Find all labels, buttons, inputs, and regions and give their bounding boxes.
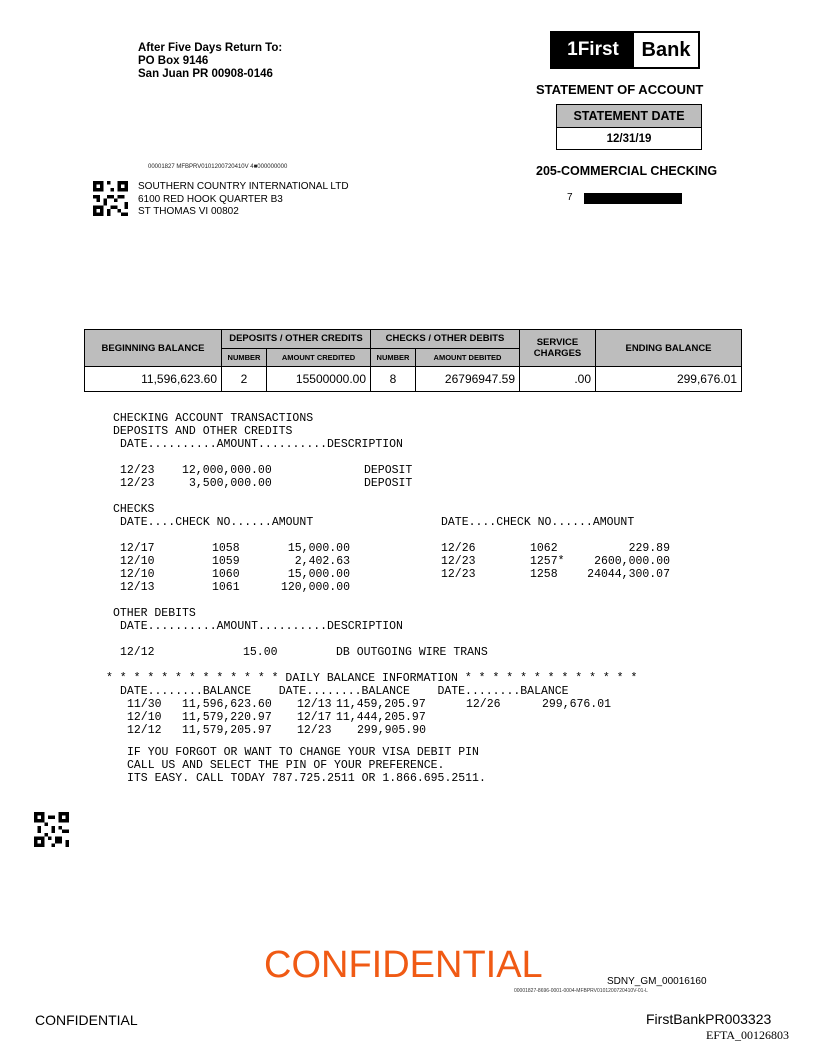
checks-header: CHECKS / OTHER DEBITS [371, 330, 520, 349]
check-right-1-date: 12/26 [441, 542, 476, 555]
tracking-line: 00001827 MFBPRV0101200720410V 4■000000000 [148, 164, 288, 170]
deposit-row-2-description: DEPOSIT [364, 477, 413, 490]
check-left-1-date: 12/17 [120, 542, 155, 555]
check-left-4-number: 1061 [212, 581, 240, 594]
amount-credited-value: 15500000.00 [267, 367, 371, 392]
amount-debited-value: 26796947.59 [416, 367, 520, 392]
check-left-1-number: 1058 [212, 542, 240, 555]
amount-debited-header: AMOUNT DEBITED [416, 348, 520, 367]
checks-header-right: DATE....CHECK NO......AMOUNT [441, 516, 635, 529]
amount-credited-header: AMOUNT CREDITED [267, 348, 371, 367]
daily-balance-header: DATE........BALANCE DATE........BALANCE DATE........BALANCE [120, 685, 569, 698]
deposit-row-2-date: 12/23 [120, 477, 155, 490]
checks-title: CHECKS [113, 503, 155, 516]
notice-line2: CALL US AND SELECT THE PIN OF YOUR PREFERENCE. [127, 759, 445, 772]
addressee-name: SOUTHERN COUNTRY INTERNATIONAL LTD [138, 181, 349, 192]
qr-code-icon [34, 812, 69, 847]
deposits-number-header: NUMBER [222, 348, 267, 367]
daily-balance-r3-c2-date: 12/23 [297, 724, 332, 737]
check-left-4-amount: 120,000.00 [280, 581, 350, 594]
checks-number-header: NUMBER [371, 348, 416, 367]
addressee [138, 181, 349, 219]
other-debits-title: OTHER DEBITS [113, 607, 196, 620]
check-left-2-date: 12/10 [120, 555, 155, 568]
return-address-line3: San Juan PR 00908-0146 [138, 68, 273, 80]
check-left-4-date: 12/13 [120, 581, 155, 594]
bates-number: SDNY_GM_00016160 [607, 976, 707, 987]
return-address-line1: After Five Days Return To: [138, 42, 283, 54]
tiny-trace-line: 00001827-8696-0001-0004-MFBPRV0101200720410V-01-L [514, 988, 648, 994]
deposits-title: DEPOSITS AND OTHER CREDITS [113, 425, 293, 438]
other-debit-1-amount: 15.00 [243, 646, 278, 659]
confidential-stamp: CONFIDENTIAL [264, 944, 543, 986]
deposit-row-2-amount: 3,500,000.00 [189, 477, 272, 490]
logo-first: 1First [552, 33, 634, 67]
other-debit-1-date: 12/12 [120, 646, 155, 659]
bank-logo [550, 31, 700, 69]
check-right-3-number: 1258 [530, 568, 558, 581]
return-address-line2: PO Box 9146 [138, 55, 209, 67]
check-left-3-amount: 15,000.00 [287, 568, 350, 581]
check-right-2-amount: 2600,000.00 [594, 555, 670, 568]
service-charges-value: .00 [520, 367, 596, 392]
addressee-street: 6100 RED HOOK QUARTER B3 [138, 193, 283, 205]
daily-balance-r3-c1-date: 12/12 [127, 724, 162, 737]
check-left-1-amount: 15,000.00 [287, 542, 350, 555]
deposits-header: DEPOSITS / OTHER CREDITS [222, 330, 371, 349]
deposit-row-1-date: 12/23 [120, 464, 155, 477]
redaction-bar [584, 193, 682, 204]
daily-balance-r2-c2-date: 12/17 [297, 711, 332, 724]
statement-date-box [556, 104, 702, 150]
addressee-city: ST THOMAS VI 00802 [138, 206, 239, 217]
account-summary-table [84, 329, 742, 392]
daily-balance-r2-c2-bal: 11,444,205.97 [336, 711, 426, 724]
return-address [138, 42, 282, 81]
notice-line3: ITS EASY. CALL TODAY 787.725.2511 OR 1.866.695.2511. [127, 772, 486, 785]
daily-balance-r3-c1-bal: 11,579,205.97 [182, 724, 272, 737]
other-debit-1-description: DB OUTGOING WIRE TRANS [336, 646, 488, 659]
confidential-label: CONFIDENTIAL [35, 1012, 138, 1028]
statement-date-label: STATEMENT DATE [557, 105, 701, 128]
check-right-2-number: 1257* [530, 555, 565, 568]
notice-line1: IF YOU FORGOT OR WANT TO CHANGE YOUR VISA DEBIT PIN [127, 746, 479, 759]
daily-balance-r1-c3-date: 12/26 [466, 698, 501, 711]
deposit-row-1-description: DEPOSIT [364, 464, 413, 477]
other-debits-header: DATE..........AMOUNT..........DESCRIPTION [120, 620, 403, 633]
deposit-row-1-amount: 12,000,000.00 [182, 464, 272, 477]
daily-balance-r3-c2-bal: 299,905.90 [357, 724, 427, 737]
beginning-balance-value: 11,596,623.60 [85, 367, 222, 392]
daily-balance-r1-c2-bal: 11,459,205.97 [336, 698, 426, 711]
logo-bank: Bank [641, 38, 691, 61]
check-right-3-date: 12/23 [441, 568, 476, 581]
production-number: FirstBankPR003323 [646, 1011, 772, 1027]
check-left-3-date: 12/10 [120, 568, 155, 581]
ending-balance-header: ENDING BALANCE [596, 330, 742, 367]
checks-number-value: 8 [371, 367, 416, 392]
service-charges-header: SERVICE CHARGES [520, 330, 596, 367]
daily-balance-r1-c2-date: 12/13 [297, 698, 332, 711]
checks-header-left: DATE....CHECK NO......AMOUNT [120, 516, 314, 529]
daily-balance-r1-c3-bal: 299,676.01 [542, 698, 612, 711]
daily-balance-r2-c1-date: 12/10 [127, 711, 162, 724]
check-left-3-number: 1060 [212, 568, 240, 581]
statement-date-value: 12/31/19 [606, 133, 652, 145]
deposits-header: DATE..........AMOUNT..........DESCRIPTION [120, 438, 403, 451]
account-number: 7 [567, 192, 573, 203]
account-type: 205-COMMERCIAL CHECKING [536, 164, 718, 178]
daily-balance-r1-c1-bal: 11,596,623.60 [182, 698, 272, 711]
check-right-1-amount: 229.89 [628, 542, 670, 555]
deposits-number-value: 2 [222, 367, 267, 392]
check-left-2-amount: 2,402.63 [294, 555, 350, 568]
daily-balance-title: * * * * * * * * * * * * * DAILY BALANCE INFORMATION * * * * * * * * * * * * * [106, 672, 638, 685]
ending-balance-value: 299,676.01 [596, 367, 742, 392]
daily-balance-r1-c1-date: 11/30 [127, 698, 162, 711]
check-right-3-amount: 24044,300.07 [587, 568, 670, 581]
statement-title: STATEMENT OF ACCOUNT [536, 82, 704, 97]
check-right-2-date: 12/23 [441, 555, 476, 568]
efta-number: EFTA_00126803 [706, 1028, 790, 1042]
check-right-1-number: 1062 [530, 542, 558, 555]
transactions-title: CHECKING ACCOUNT TRANSACTIONS [113, 412, 314, 425]
beginning-balance-header: BEGINNING BALANCE [85, 330, 222, 367]
check-left-2-number: 1059 [212, 555, 240, 568]
daily-balance-r2-c1-bal: 11,579,220.97 [182, 711, 272, 724]
qr-code-icon [93, 181, 128, 216]
